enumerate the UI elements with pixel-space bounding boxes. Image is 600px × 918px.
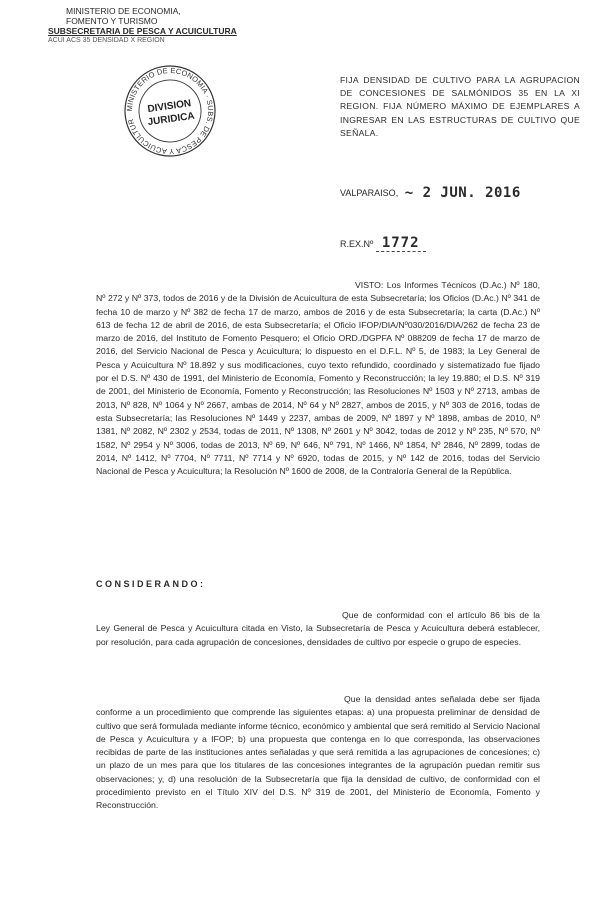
subsecretariat-name: SUBSECRETARIA DE PESCA Y ACUICULTURA [48,26,237,36]
ministry-subtitle: FOMENTO Y TURISMO [66,16,158,26]
considerando-paragraph-2: Que la densidad antes señalada debe ser fijada conforme a un procedimiento que comprende las siguientes etapas: a) una propuesta preliminar de densidad de cultivo que será formulada mediante informe técnico, económico y ambiental que será remitido al Servicio Nacional de Pesca y Acuicultura y a IFOP; b) una propuesta que contenga en lo que corresponda, las observaciones recibidas de parte de las instituciones antes señaladas y que será remitida a las agrupaciones de concesiones; c) un plazo de un mes para que los titulares de las concesiones integrantes de la agrupación puedan remitir sus observaciones; y, d) una resolución de la Subsecretaría que fija la densidad de cultivo, de conformidad con el procedimiento previsto en el Título XIV del D.S. Nº 319 de 2001, del Ministerio de Economía, Fomento y Reconstrucción. [96,694,540,811]
file-reference: ACUI ACS 35 DENSIDAD X REGION [48,37,165,44]
date-line [340,185,521,201]
resolution-number-line [340,235,426,251]
resolution-title: FIJA DENSIDAD DE CULTIVO PARA LA AGRUPACION DE CONCESIONES DE SALMÓNIDOS 35 EN LA XI REGION. FIJA NÚMERO MÁXIMO DE EJEMPLARES A INGRESAR EN LAS ESTRUCTURAS DE CULTIVO QUE SEÑALA. [340,75,580,138]
considerando-heading: CONSIDERANDO: [96,579,206,589]
resolution-number: 1772 [376,235,426,252]
letterhead [48,6,237,46]
date-place: VALPARAISO, [340,188,399,198]
stamp-center-line2: JURIDICA [147,110,196,129]
date-stamp: ~ 2 JUN. 2016 [404,185,521,201]
stamp-center-line1: DIVISION [146,98,192,116]
division-juridica-stamp [117,58,223,164]
ministry-name: MINISTERIO DE ECONOMIA, [66,6,181,16]
resolution-label: R.EX.Nº [340,239,374,249]
visto-paragraph: VISTO: Los Informes Técnicos (D.Ac.) Nº 180, Nº 272 y Nº 373, todos de 2016 y de la División de Acuicultura de esta Subsecretaría; los Oficios (D.Ac.) Nº 341 de fecha 10 de marzo y Nº 382 de fecha 17 de marzo, ambos de 2016 y de esta Subsecretaría; la carta (D.Ac.) Nº 613 de fecha 12 de abril de 2016, de esta Subsecretaría; el Oficio IFOP/DIA/Nº030/2016/DIA/262 de fecha 23 de marzo de 2016, del Instituto de Fomento Pesquero; el Oficio ORD./DGPFA Nº 088209 de fecha 17 de marzo de 2016, del Servicio Nacional de Pesca y Acuicultura; lo dispuesto en el D.F.L. Nº 5, de 1983; la Ley General de Pesca y Acuicultura Nº 18.892 y sus modificaciones, cuyo texto refundido, coordinado y sistematizado fue fijado por el D.S. Nº 430 de 1991, del Ministerio de Economía, Fomento y Reconstrucción; la ley 19.880; el D.S. Nº 319 de 2001, del Ministerio de Economía, Fomento y Reconstrucción; las Resoluciones Nº 1503 y Nº 2713, ambas de 2013, Nº 828, Nº 1064 y Nº 2667, ambas de 2014, Nº 64 y Nº 2827, ambos de 2015, y Nº 303 de 2016, todas de esta Subsecretaría; las Resoluciones Nº 1449 y 2237, ambas de 2009, Nº 1897 y Nº 1898, ambas de 2010, Nº 1381, Nº 2082, Nº 2302 y 2534, todas de 2011, Nº 1308, Nº 2601 y Nº 3042, todas de 2012 y Nº 235, Nº 570, Nº 1582, Nº 2954 y Nº 3006, todas de 2013, Nº 69, Nº 646, Nº 791, Nº 1466, Nº 1854, Nº 2846, Nº 2899, todas de 2014, Nº 1412, Nº 7704, Nº 7711, Nº 7714 y Nº 6920, todas de 2015, y Nº 142 de 2016, todas del Servicio Nacional de Pesca y Acuicultura; la Resolución Nº 1600 de 2008, de la Contraloría General de la República. [96,280,540,477]
considerando-paragraph-1: Que de conformidad con el artículo 86 bis de la Ley General de Pesca y Acuicultura citada en Visto, la Subsecretaría de Pesca y Acuicultura deberá establecer, por resolución, para cada agrupación de concesiones, densidades de cultivo por especie o grupo de especies. [96,610,540,647]
stamp-ring-text: MINISTERIO DE ECONOMIA · SUBS. DE PESCA Y ACUICULTURA [116,63,216,157]
